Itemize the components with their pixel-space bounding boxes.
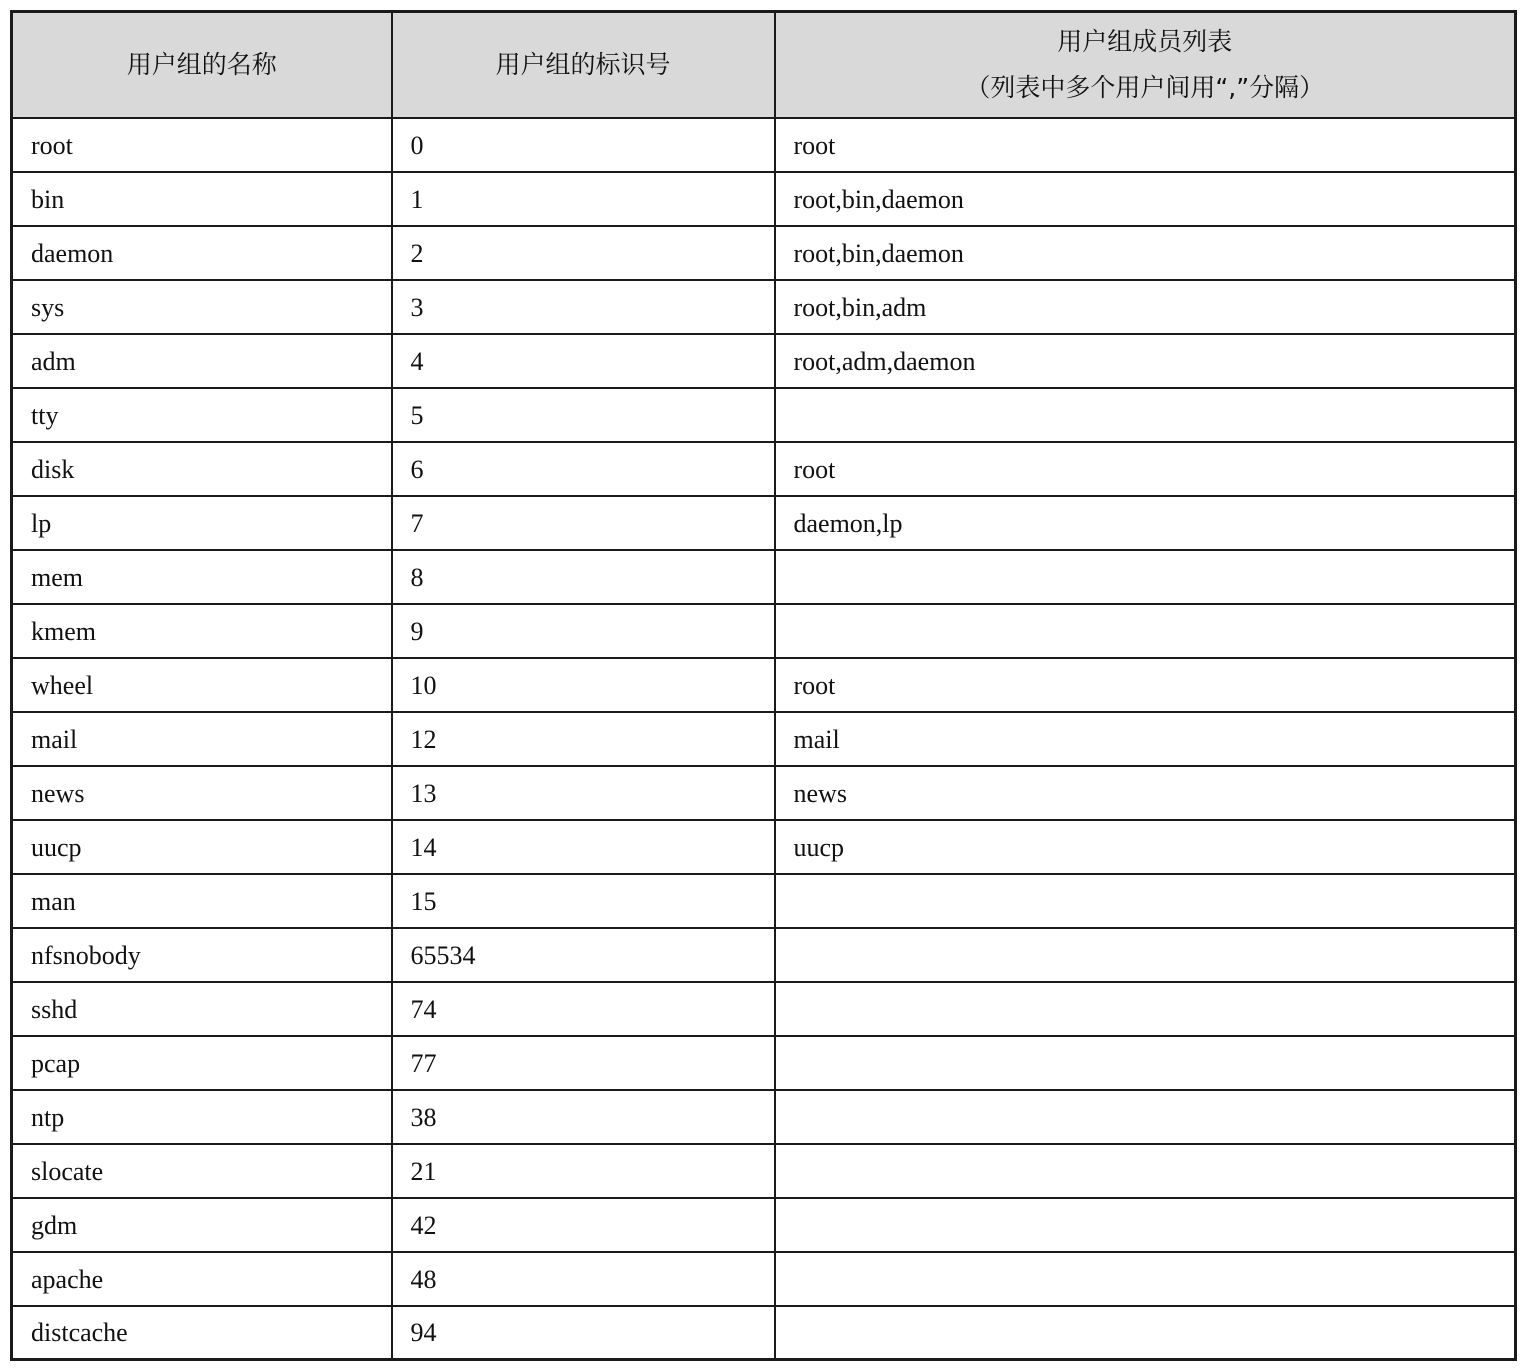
cell-group-members: root,bin,daemon	[775, 172, 1516, 226]
cell-group-members	[775, 1144, 1516, 1198]
header-members-title: 用户组成员列表	[1057, 26, 1233, 56]
cell-group-members: root,adm,daemon	[775, 334, 1516, 388]
cell-group-members: root	[775, 442, 1516, 496]
cell-group-name: slocate	[12, 1144, 392, 1198]
cell-group-id: 12	[392, 712, 775, 766]
table-row	[12, 1090, 1516, 1144]
cell-group-members	[775, 1252, 1516, 1306]
cell-group-id: 13	[392, 766, 775, 820]
group-table-container	[10, 10, 1517, 1359]
table-row	[12, 172, 1516, 226]
cell-group-id: 15	[392, 874, 775, 928]
cell-group-id: 7	[392, 496, 775, 550]
cell-group-id: 38	[392, 1090, 775, 1144]
cell-group-members	[775, 874, 1516, 928]
cell-group-id: 21	[392, 1144, 775, 1198]
cell-group-id: 1	[392, 172, 775, 226]
cell-group-name: mail	[12, 712, 392, 766]
cell-group-name: adm	[12, 334, 392, 388]
table-row	[12, 550, 1516, 604]
cell-group-members: root	[775, 658, 1516, 712]
cell-group-members	[775, 982, 1516, 1036]
table-row	[12, 1306, 1516, 1360]
header-group-members	[775, 12, 1516, 118]
cell-group-id: 0	[392, 118, 775, 172]
cell-group-name: daemon	[12, 226, 392, 280]
cell-group-name: gdm	[12, 1198, 392, 1252]
cell-group-members	[775, 604, 1516, 658]
cell-group-name: disk	[12, 442, 392, 496]
table-row	[12, 280, 1516, 334]
cell-group-members: news	[775, 766, 1516, 820]
cell-group-name: lp	[12, 496, 392, 550]
table-row	[12, 1144, 1516, 1198]
table-row	[12, 874, 1516, 928]
cell-group-name: mem	[12, 550, 392, 604]
cell-group-name: kmem	[12, 604, 392, 658]
cell-group-name: bin	[12, 172, 392, 226]
table-row	[12, 1036, 1516, 1090]
cell-group-name: root	[12, 118, 392, 172]
cell-group-name: tty	[12, 388, 392, 442]
cell-group-members	[775, 928, 1516, 982]
header-group-id: 用户组的标识号	[392, 12, 775, 118]
header-group-name: 用户组的名称	[12, 12, 392, 118]
table-row	[12, 820, 1516, 874]
cell-group-name: sys	[12, 280, 392, 334]
cell-group-id: 9	[392, 604, 775, 658]
table-row	[12, 1198, 1516, 1252]
cell-group-id: 48	[392, 1252, 775, 1306]
cell-group-name: uucp	[12, 820, 392, 874]
cell-group-name: man	[12, 874, 392, 928]
cell-group-id: 42	[392, 1198, 775, 1252]
cell-group-members	[775, 1090, 1516, 1144]
cell-group-name: pcap	[12, 1036, 392, 1090]
cell-group-members: mail	[775, 712, 1516, 766]
cell-group-id: 4	[392, 334, 775, 388]
cell-group-id: 6	[392, 442, 775, 496]
cell-group-name: sshd	[12, 982, 392, 1036]
cell-group-name: distcache	[12, 1306, 392, 1360]
table-row	[12, 982, 1516, 1036]
cell-group-members	[775, 550, 1516, 604]
cell-group-members: root	[775, 118, 1516, 172]
table-row	[12, 928, 1516, 982]
cell-group-members	[775, 1198, 1516, 1252]
table-row	[12, 496, 1516, 550]
table-row	[12, 118, 1516, 172]
cell-group-members: daemon,lp	[775, 496, 1516, 550]
table-body	[12, 118, 1516, 1360]
cell-group-name: apache	[12, 1252, 392, 1306]
table-row	[12, 766, 1516, 820]
cell-group-id: 10	[392, 658, 775, 712]
cell-group-id: 2	[392, 226, 775, 280]
cell-group-members: root,bin,adm	[775, 280, 1516, 334]
cell-group-id: 8	[392, 550, 775, 604]
cell-group-id: 77	[392, 1036, 775, 1090]
cell-group-id: 14	[392, 820, 775, 874]
cell-group-name: ntp	[12, 1090, 392, 1144]
table-row	[12, 442, 1516, 496]
cell-group-name: wheel	[12, 658, 392, 712]
cell-group-id: 65534	[392, 928, 775, 982]
cell-group-members: root,bin,daemon	[775, 226, 1516, 280]
cell-group-members	[775, 388, 1516, 442]
table-row	[12, 1252, 1516, 1306]
header-row	[12, 12, 1516, 118]
table-row	[12, 712, 1516, 766]
cell-group-members	[775, 1306, 1516, 1360]
cell-group-id: 5	[392, 388, 775, 442]
cell-group-id: 94	[392, 1306, 775, 1360]
group-table	[10, 10, 1517, 1361]
cell-group-id: 74	[392, 982, 775, 1036]
cell-group-id: 3	[392, 280, 775, 334]
table-row	[12, 604, 1516, 658]
table-row	[12, 334, 1516, 388]
cell-group-name: news	[12, 766, 392, 820]
table-row	[12, 226, 1516, 280]
header-members-note: （列表中多个用户间用“,”分隔）	[965, 72, 1325, 102]
cell-group-name: nfsnobody	[12, 928, 392, 982]
table-row	[12, 388, 1516, 442]
cell-group-members	[775, 1036, 1516, 1090]
cell-group-members: uucp	[775, 820, 1516, 874]
table-row	[12, 658, 1516, 712]
table-header	[12, 12, 1516, 118]
